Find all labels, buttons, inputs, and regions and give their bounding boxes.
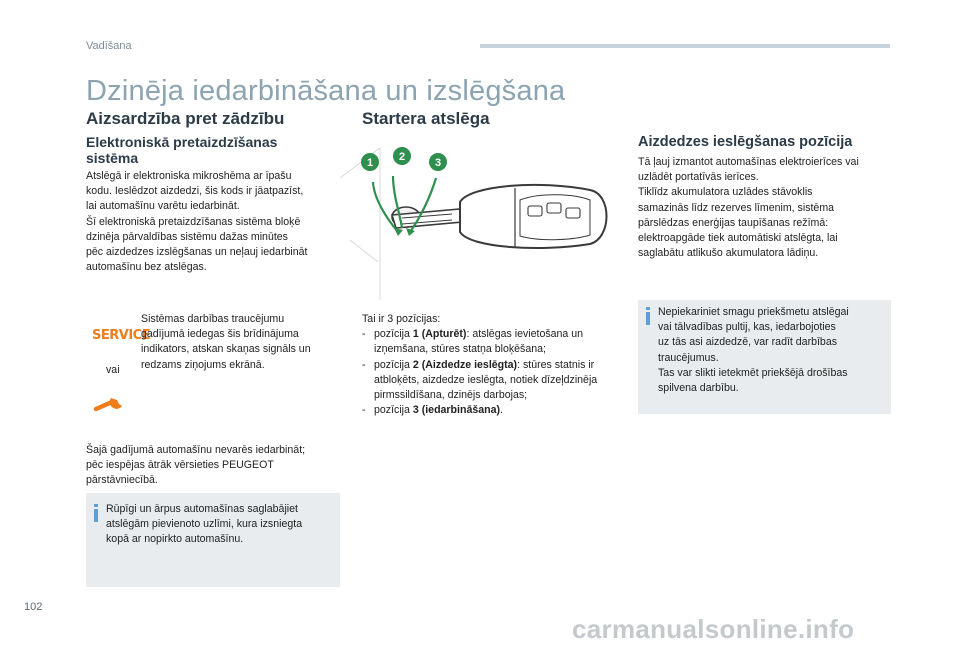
footer-watermark[interactable]: carmanualsonline.info [572, 614, 855, 644]
page-number: 102 [24, 601, 43, 613]
heavy-object-note-box [638, 300, 891, 414]
starter-key-heading: Startera atslēga [362, 109, 490, 128]
immobiliser-subheading: Elektroniskā pretaizdzīšanas sistēma [86, 134, 278, 166]
page-title: Dzinēja iedarbināšana un izslēgšana [86, 75, 566, 107]
wrench-icon [92, 394, 128, 414]
service-warning-icon: SERVICE [92, 328, 151, 343]
sticker-note-box [86, 493, 340, 587]
position-marker-3: 3 [434, 157, 442, 169]
note-info-icon [646, 312, 650, 325]
position-marker-1: 1 [366, 157, 374, 169]
header-rule [480, 44, 890, 48]
service-warning-text: Sistēmas darbības traucējumu gadījumā iedegas šis brīdinājuma indikators, atskan skaņas signāls un redzams ziņojums ekrānā. [141, 313, 311, 371]
key-positions-intro: Tai ir 3 pozīcijas: [362, 313, 441, 325]
key-diagram [340, 140, 615, 300]
note-info-icon [94, 509, 98, 522]
ignition-on-heading: Aizdedzes ieslēgšanas pozīcija [638, 134, 853, 150]
heavy-object-note-text: Nepiekariniet smagu priekšmetu atslēgai vai tālvadības pultij, kas, iedarbojoties uz tās asi aizdedzē, var radīt darbības traucējumus. Tas var slikti ietekmēt priekšējā drošības spilvena darbību. [658, 306, 849, 395]
or-label: vai [106, 364, 120, 376]
position-marker-2: 2 [398, 151, 406, 163]
ignition-on-text: Tā ļauj izmantot automašīnas elektroierīces vai uzlādēt portatīvās ierīces. Tiklīdz akumulatora uzlādes stāvoklis samazinās līdz rezerves līmenim, sistēma pārslēdzas enerģijas taupīšanas režīmā: elektroapgāde tiek automātiski atslēgta, lai saglabātu atlikušo akumulatora lādiņu. [638, 156, 859, 260]
list-item: - pozīcija 3 (iedarbināšana). [362, 403, 618, 418]
sticker-note-text: Rūpīgi un ārpus automašīnas saglabājiet atslēgām pievienoto uzlīmi, kura izsniegta kopā ar nopirkto automašīnu. [106, 503, 303, 546]
dealer-advice-text: Šajā gadījumā automašīnu nevarēs iedarbināt; pēc iespējas ātrāk vērsieties PEUGEOT pārstāvniecībā. [86, 444, 306, 487]
antitheft-heading: Aizsardzība pret zādzību [86, 109, 285, 128]
immobiliser-text: Atslēgā ir elektroniska mikroshēma ar īpašu kodu. Ieslēdzot aizdedzi, šis kods ir jāatpazīst, lai automašīnu varētu iedarbināt. Šī elektroniskā pretaizdzīšanas sistēma bloķē dzinēja pārvaldības sistēmu dažas minūtes pēc aizdedzes izslēgšanas un neļauj iedarbināt automašīnu bez atslēgas. [86, 170, 308, 274]
list-item: - pozīcija 2 (Aizdedze ieslēgta): stūres statnis ir atbloķēts, aizdedze ieslēgta, notiek dīzeļdzinēja pirmssildīšana, dzinējs darbojas; [362, 358, 618, 404]
section-label: Vadīšana [86, 40, 132, 52]
key-positions-text [362, 312, 618, 418]
list-item: - pozīcija 1 (Apturēt): atslēgas ievietošana un izņemšana, stūres statņa bloķēšana; [362, 327, 618, 357]
key-positions-list [362, 327, 618, 418]
